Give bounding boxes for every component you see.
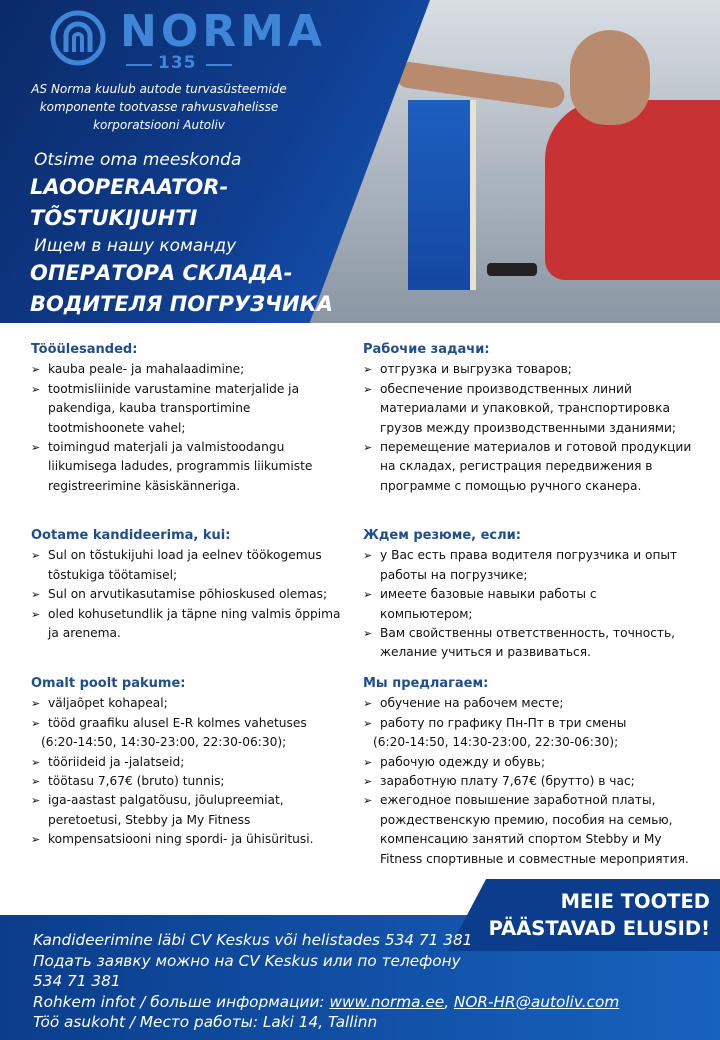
apply-line-ru: Подать заявку можно на CV Keskus или по телефону	[33, 951, 461, 970]
hand-scanner	[487, 263, 537, 276]
contact-info	[33, 930, 619, 1033]
phone-number: 534 71 381	[33, 972, 121, 990]
list-item: ➢ töötasu 7,67€ (bruto) tunnis;	[31, 772, 349, 791]
company-intro: AS Norma kuulub autode turvasüsteemide komponente tootvasse rahvusvahelisse korporatsiooni Autoliv	[31, 82, 287, 132]
hero-banner	[0, 0, 720, 323]
list-item: ➢ работу по графику Пн-Пт в три смены	[363, 714, 703, 733]
headline-et-title-2: TÕSTUKIJUHTI	[30, 206, 198, 230]
website-link[interactable]: www.norma.ee	[329, 992, 445, 1011]
list-item: ➢ ежегодное повышение заработной платы, рождественскую премию, пособия на семью, компенсацию занятий спортом Stebby и My Fitness спортивные и совместные мероприятия.	[363, 791, 703, 869]
slogan-line-1: MEIE TOOTED	[560, 890, 710, 913]
list-item: ➢ toimingud materjali ja valmistoodangu liikumisega ladudes, programmis liikumiste registreerimine käsiskänneriga.	[31, 438, 349, 496]
slogan-line-2: PÄÄSTAVAD ELUSID!	[488, 917, 710, 940]
headline-et-lead: Otsime oma meeskonda	[34, 150, 242, 170]
info-line	[33, 992, 619, 1013]
logo-wordmark: NORMA	[120, 6, 326, 57]
apply-line-et: Kandideerimine läbi CV Keskus või helistades 534 71 381	[33, 931, 473, 949]
list-item: ➢ отгрузка и выгрузка товаров;	[363, 360, 698, 379]
norma-logo	[48, 6, 326, 74]
list-item: ➢ iga-aastast palgatõusu, jõulupreemiat, peretoetusi, Stebby ja My Fitness	[31, 791, 349, 830]
section-title: Omalt poolt pakume:	[31, 676, 186, 691]
list-item: ➢ имеете базовые навыки работы с компьютером;	[363, 585, 681, 624]
shift-times: (6:20-14:50, 14:30-23:00, 22:30-06:30);	[41, 735, 287, 750]
logo-number: 135	[158, 53, 197, 73]
et-requirements-section	[31, 526, 349, 643]
info-prefix: Rohkem infot / больше информации:	[33, 992, 330, 1011]
headline-ru-lead: Ищем в нашу команду	[34, 236, 237, 256]
list-item: ➢ рабочую одежду и обувь;	[363, 753, 703, 772]
section-title: Tööülesanded:	[31, 342, 138, 357]
worker-head	[570, 30, 650, 125]
list-item: ➢ Sul on tõstukijuhi load ja eelnev töökogemus tõstukiga töötamisel;	[31, 546, 349, 585]
list-item: ➢ kompensatsiooni ning spordi- ja ühisüritusi.	[31, 830, 349, 849]
et-duties-section	[31, 340, 349, 496]
list-item: ➢ tööd graafiku alusel E-R kolmes vahetuses	[31, 714, 349, 733]
email-link[interactable]: NOR-HR@autoliv.com	[453, 992, 620, 1011]
ru-offer-section	[363, 674, 703, 869]
shift-times: (6:20-14:50, 14:30-23:00, 22:30-06:30);	[373, 735, 619, 750]
list-item: ➢ у Вас есть права водителя погрузчика и опыт работы на погрузчике;	[363, 546, 681, 585]
list-item: ➢ oled kohusetundlik ja täpne ning valmis õppima ja arenema.	[31, 605, 349, 644]
section-title: Ждем резюме, если:	[363, 528, 521, 543]
section-title: Ootame kandideerima, kui:	[31, 528, 231, 543]
list-item: ➢ Sul on arvutikasutamise põhioskused olemas;	[31, 585, 349, 604]
logo-dash-left	[126, 64, 152, 66]
et-offer-section	[31, 674, 349, 850]
list-item: ➢ обучение на рабочем месте;	[363, 694, 703, 713]
ru-requirements-section	[363, 526, 681, 663]
list-item: ➢ обеспечение производственных линий материалами и упаковкой, транспортировка грузов между производственными зданиями;	[363, 380, 698, 438]
list-item: ➢ Вам свойственны ответственность, точность, желание учиться и развиваться.	[363, 624, 681, 663]
headline-et-title-1: LAOOPERAATOR-	[30, 175, 229, 199]
list-item: ➢ väljaõpet kohapeal;	[31, 694, 349, 713]
work-location: Töö asukoht / Место работы: Laki 14, Tallinn	[33, 1013, 378, 1031]
list-item: ➢ tööriideid ja -jalatseid;	[31, 753, 349, 772]
stacked-boxes	[408, 100, 476, 290]
section-title: Мы предлагаем:	[363, 676, 489, 691]
worker-figure	[545, 100, 720, 280]
logo-dash-right	[206, 64, 232, 66]
ru-duties-section	[363, 340, 698, 496]
headline-ru-title-1: ОПЕРАТОРА СКЛАДА-	[30, 261, 293, 285]
headline-ru-title-2: ВОДИТЕЛЯ ПОГРУЗЧИКА	[30, 292, 334, 316]
norma-logo-icon	[50, 10, 106, 66]
list-item: ➢ kauba peale- ja mahalaadimine;	[31, 360, 349, 379]
list-item: ➢ tootmisliinide varustamine materjalide ja pakendiga, kauba transportimine tootmishoonete vahel;	[31, 380, 349, 438]
section-title: Рабочие задачи:	[363, 342, 490, 357]
list-item: ➢ заработную плату 7,67€ (брутто) в час;	[363, 772, 703, 791]
info-separator: ,	[444, 992, 454, 1011]
list-item: ➢ перемещение материалов и готовой продукции на складах, регистрация передвижения в программе с помощью ручного сканера.	[363, 438, 698, 496]
